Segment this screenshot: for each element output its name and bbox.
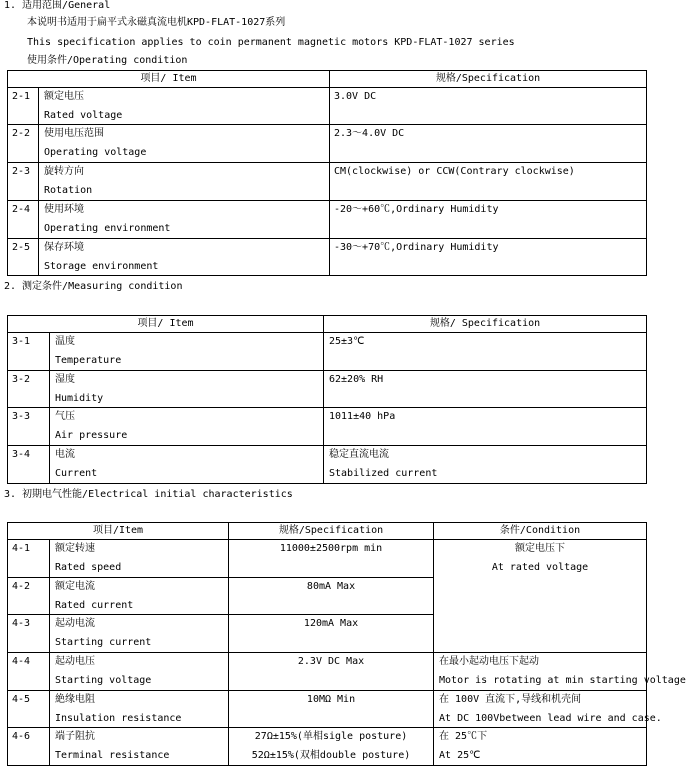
item-cn: 絶缘电阻 — [55, 694, 95, 705]
item-en: Terminal resistance — [55, 750, 170, 761]
item-en: Air pressure — [55, 430, 128, 441]
item-en: Humidity — [55, 393, 104, 404]
item-en: Temperature — [55, 355, 122, 366]
item-en: Operating voltage — [44, 147, 147, 158]
item-en: Current — [55, 468, 98, 479]
row-spec: 3.0V DC — [330, 88, 647, 125]
table-row — [8, 163, 647, 201]
item-cn: 使用环境 — [44, 204, 84, 215]
row-id: 3-2 — [8, 371, 50, 408]
row-condition — [434, 691, 662, 728]
table-row — [8, 446, 647, 484]
item-en: Rated speed — [55, 562, 122, 573]
condition-line-1: 在最小起动电压下起动 — [439, 656, 540, 667]
column-header-item: 项目/ Item — [8, 316, 324, 333]
item-cn: 电流 — [55, 449, 75, 460]
column-header-spec: 规格/Specification — [330, 71, 647, 88]
item-cn: 旋转方向 — [44, 166, 84, 177]
row-spec — [229, 615, 434, 653]
spec-line-1: 27Ω±15%(单相sigle posture) — [254, 731, 408, 742]
item-en: Rated voltage — [44, 110, 123, 121]
row-condition — [434, 728, 647, 766]
table-row — [8, 371, 647, 408]
row-item — [50, 408, 324, 446]
item-en: Rated current — [55, 600, 134, 611]
item-cn: 保存环境 — [44, 242, 84, 253]
row-item — [39, 239, 330, 276]
row-item — [50, 691, 229, 728]
row-item — [50, 653, 229, 691]
condition-line-1: 在 100V 直流下,导线和机壳间 — [439, 694, 582, 705]
row-item — [50, 446, 324, 484]
item-en: Starting voltage — [55, 675, 152, 686]
spec-line-2: Stabilized current — [329, 468, 438, 479]
row-item — [39, 88, 330, 125]
row-item — [50, 333, 324, 371]
row-id: 2-3 — [8, 163, 39, 201]
section-2-heading: 2. 测定条件/Measuring condition — [4, 281, 183, 292]
spec-line-1: 2.3V DC Max — [297, 656, 365, 667]
column-header-condition: 条件/Condition — [434, 523, 647, 540]
table-row — [8, 408, 647, 446]
item-cn: 温度 — [55, 336, 75, 347]
item-cn: 额定电流 — [55, 581, 95, 592]
operating-condition-heading: 使用条件/Operating condition — [27, 55, 188, 66]
row-item — [39, 201, 330, 239]
spec-line-1: 11000±2500rpm min — [279, 543, 383, 554]
condition-line-2: At rated voltage — [491, 562, 589, 573]
row-id: 3-1 — [8, 333, 50, 371]
column-header-item: 项目/Item — [8, 523, 229, 540]
table-row — [8, 728, 647, 766]
condition-line-2: At 25℃ — [439, 750, 481, 761]
item-cn: 湿度 — [55, 374, 75, 385]
item-en: Insulation resistance — [55, 713, 182, 724]
item-cn: 额定电压 — [44, 91, 84, 102]
spec-line-1: 62±20% RH — [329, 374, 384, 385]
row-id: 4-5 — [8, 691, 50, 728]
row-item — [39, 125, 330, 163]
condition-line-1: 额定电压下 — [515, 543, 566, 554]
electrical-characteristics-table — [7, 522, 686, 766]
spec-line-1: 10MΩ Min — [306, 694, 356, 705]
column-header-item: 项目/ Item — [8, 71, 330, 88]
row-spec: CM(clockwise) or CCW(Contrary clockwise) — [330, 163, 647, 201]
spec-line-1: 120mA Max — [303, 618, 359, 629]
row-spec — [324, 408, 647, 446]
row-id: 4-1 — [8, 540, 50, 578]
row-spec: -30～+70℃,Ordinary Humidity — [330, 239, 647, 276]
table-row — [8, 333, 647, 371]
row-spec — [229, 540, 434, 578]
scope-text-cn: 本说明书适用于扁平式永磁真流电机KPD-FLAT-1027系列 — [27, 17, 286, 28]
row-id: 2-2 — [8, 125, 39, 163]
item-cn: 起动电流 — [55, 618, 95, 629]
item-cn: 额定转速 — [55, 543, 95, 554]
section-1-heading: 1. 适用范围/General — [4, 0, 111, 11]
row-item — [50, 540, 229, 578]
item-cn: 起动电压 — [55, 656, 95, 667]
row-spec — [229, 578, 434, 615]
row-spec — [324, 333, 647, 371]
table-row — [8, 88, 647, 125]
table-header-row — [8, 71, 647, 88]
table-row — [8, 540, 647, 578]
spec-line-1: 稳定直流电流 — [329, 449, 389, 460]
operating-condition-table — [7, 70, 647, 276]
measuring-condition-table — [7, 315, 647, 484]
item-en: Rotation — [44, 185, 93, 196]
row-item — [50, 728, 229, 766]
item-cn: 端子阻抗 — [55, 731, 95, 742]
spec-line-1: 1011±40 hPa — [329, 411, 396, 422]
row-spec: -20～+60℃,Ordinary Humidity — [330, 201, 647, 239]
item-en: Operating environment — [44, 223, 171, 234]
row-id: 3-3 — [8, 408, 50, 446]
table-row — [8, 201, 647, 239]
row-spec — [324, 371, 647, 408]
row-item — [50, 371, 324, 408]
condition-line-2: Motor is rotating at min starting voltage — [439, 675, 686, 686]
row-condition — [434, 653, 686, 691]
row-spec — [229, 653, 434, 691]
table-row — [8, 239, 647, 276]
merged-condition-cell — [434, 540, 647, 653]
scope-text-en: This specification applies to coin permanent magnetic motors KPD-FLAT-1027 series — [27, 37, 515, 48]
spec-line-1: 80mA Max — [306, 581, 356, 592]
spec-line-1: 25±3℃ — [329, 336, 365, 347]
column-header-spec: 规格/Specification — [229, 523, 434, 540]
row-item — [50, 615, 229, 653]
item-cn: 气压 — [55, 411, 75, 422]
row-item — [39, 163, 330, 201]
table-header-row — [8, 523, 647, 540]
row-id: 3-4 — [8, 446, 50, 484]
section-3-heading: 3. 初期电气性能/Electrical initial characteristics — [4, 489, 293, 500]
row-spec: 2.3～4.0V DC — [330, 125, 647, 163]
row-id: 2-1 — [8, 88, 39, 125]
row-spec — [229, 728, 434, 766]
table-row — [8, 653, 647, 691]
table-header-row — [8, 316, 647, 333]
row-id: 2-5 — [8, 239, 39, 276]
row-spec — [324, 446, 647, 484]
item-cn: 使用电压范围 — [44, 128, 104, 139]
row-item — [50, 578, 229, 615]
row-id: 4-4 — [8, 653, 50, 691]
row-id: 4-6 — [8, 728, 50, 766]
row-id: 4-2 — [8, 578, 50, 615]
table-row — [8, 691, 647, 728]
item-en: Starting current — [55, 637, 152, 648]
table-row — [8, 125, 647, 163]
row-spec — [229, 691, 434, 728]
spec-line-2: 52Ω±15%(双相double posture) — [251, 750, 411, 761]
row-id: 2-4 — [8, 201, 39, 239]
condition-line-1: 在 25℃下 — [439, 731, 488, 742]
condition-line-2: At DC 100Vbetween lead wire and case. — [439, 713, 662, 724]
column-header-spec: 规格/ Specification — [324, 316, 647, 333]
row-id: 4-3 — [8, 615, 50, 653]
item-en: Storage environment — [44, 261, 159, 272]
